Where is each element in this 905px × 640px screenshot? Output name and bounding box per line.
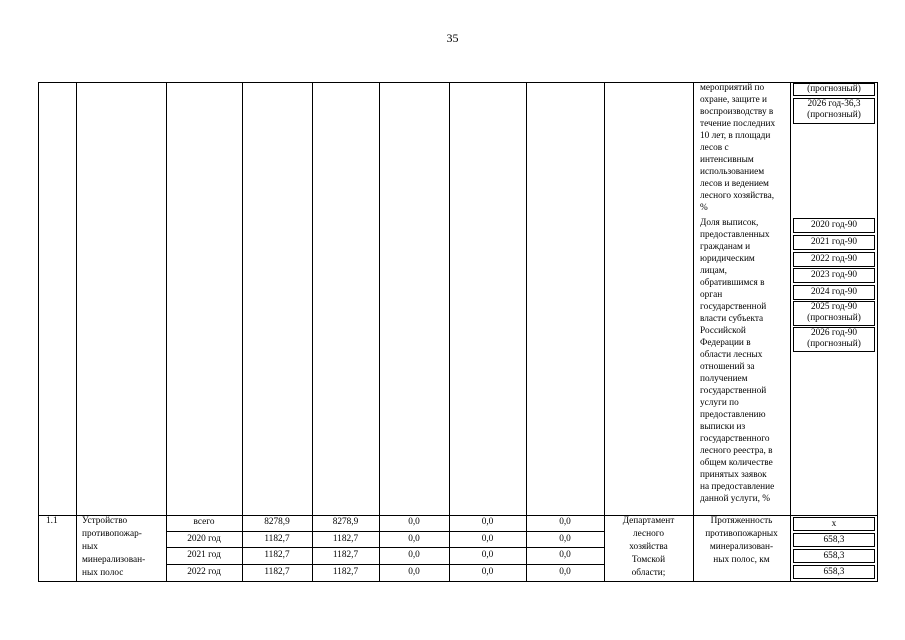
page-number: 35 <box>446 31 459 45</box>
text-line: орган <box>700 290 723 300</box>
column-border <box>604 82 605 582</box>
value-cell: 0,0 <box>481 534 494 544</box>
column-border <box>242 82 243 582</box>
value-cell: 0,0 <box>559 550 571 560</box>
regional-cell: 1182,7 <box>332 534 359 544</box>
text-line: Федерации в <box>700 338 751 348</box>
value-box <box>793 327 875 352</box>
column-border <box>76 82 77 582</box>
text-line: гражданам и <box>700 242 751 252</box>
text-line: лесного реестра, в <box>700 446 773 456</box>
table-bottom-border <box>38 581 877 582</box>
column-border <box>877 82 878 582</box>
period-cell: 2020 год <box>187 534 221 544</box>
period-cell: 2022 год <box>187 567 221 577</box>
text-line: обратившимся в <box>700 278 765 288</box>
text-line: мероприятий по <box>700 83 765 93</box>
text-line: воспроизводству в <box>700 107 774 117</box>
text-line: предоставленных <box>700 230 770 240</box>
value-cell: 0,0 <box>559 517 571 527</box>
text-line: получением <box>700 374 748 384</box>
value-text: 2025 год-90 <box>810 302 857 312</box>
text-line: ных полос, км <box>713 555 770 565</box>
value-text: (прогнозный) <box>807 339 861 349</box>
text-line: государственной <box>700 386 767 396</box>
value-text: 2021 год-90 <box>810 237 857 247</box>
value-box <box>793 268 875 283</box>
value-cell: 0,0 <box>481 517 494 527</box>
subrow-divider <box>166 547 604 548</box>
period-cell: 2021 год <box>187 550 221 560</box>
value-box <box>793 517 875 531</box>
value-text: 2023 год-90 <box>810 270 857 280</box>
text-line: Российской <box>700 326 746 336</box>
text-line: государственной <box>700 302 767 312</box>
text-line: % <box>700 203 708 213</box>
text-line: Протяженность <box>710 516 773 526</box>
text-line: общем количестве <box>700 458 773 468</box>
text-line: Устройство <box>82 516 128 526</box>
column-border <box>38 82 39 582</box>
value-box <box>793 285 875 300</box>
text-line: на предоставление <box>700 482 775 492</box>
value-box <box>793 235 875 250</box>
column-border <box>526 82 527 582</box>
text-line: лесов и ведением <box>700 179 769 189</box>
text-line: лицам, <box>700 266 727 276</box>
regional-cell: 1182,7 <box>332 550 359 560</box>
value-box <box>793 301 875 326</box>
text-line: выписки из <box>700 422 746 432</box>
column-border <box>790 82 791 582</box>
text-line: Доля выписок, <box>700 218 759 228</box>
total-cell: 1182,7 <box>264 550 290 560</box>
text-line: ных <box>82 542 98 552</box>
value-text: 658,3 <box>823 551 845 561</box>
total-cell: 8278,9 <box>264 517 290 527</box>
text-line: лесного хозяйства, <box>700 191 775 201</box>
text-line: области; <box>631 568 666 578</box>
value-box <box>793 549 875 563</box>
value-box <box>793 218 875 233</box>
text-line: юридическим <box>700 254 755 264</box>
text-line: хозяйства <box>629 542 668 552</box>
value-text: (прогнозный) <box>807 110 861 120</box>
column-border <box>693 82 694 582</box>
text-line: минерализован- <box>709 542 774 552</box>
value-text: 2020 год-90 <box>810 220 857 230</box>
text-line: охране, защите и <box>700 95 768 105</box>
value-cell: 0,0 <box>408 534 420 544</box>
text-line: отношений за <box>700 362 755 372</box>
value-text: (прогнозный) <box>807 313 861 323</box>
regional-cell: 1182,7 <box>332 567 359 577</box>
value-box <box>793 565 875 579</box>
value-text: 2026 год-36,3 <box>807 99 861 109</box>
value-text: 2022 год-90 <box>810 254 857 264</box>
text-line: услуги по <box>700 398 739 408</box>
total-cell: 1182,7 <box>264 567 290 577</box>
text-line: власти субъекта <box>700 314 764 324</box>
value-box <box>793 98 875 124</box>
text-line: лесов с <box>700 143 729 153</box>
column-border <box>379 82 380 582</box>
text-line: 10 лет, в площади <box>700 131 771 141</box>
value-text: х <box>831 519 837 529</box>
text-line: ных полос <box>82 568 124 578</box>
subrow-divider <box>166 564 604 565</box>
text-line: использованием <box>700 167 765 177</box>
text-line: данной услуги, % <box>700 494 770 504</box>
value-cell: 0,0 <box>559 567 571 577</box>
text-line: Томской <box>631 555 666 565</box>
total-cell: 1182,7 <box>264 534 290 544</box>
row-number: 1.1 <box>46 516 58 526</box>
text-line: области лесных <box>700 350 763 360</box>
value-text: (прогнозный) <box>807 84 861 94</box>
period-cell: всего <box>193 517 215 527</box>
text-line: противопожарных <box>705 529 778 539</box>
value-cell: 0,0 <box>481 567 494 577</box>
value-text: 658,3 <box>823 535 845 545</box>
value-box <box>793 533 875 547</box>
column-border <box>166 82 167 582</box>
text-line: Департамент <box>622 516 675 526</box>
value-cell: 0,0 <box>408 550 420 560</box>
text-line: интенсивным <box>700 155 754 165</box>
column-border <box>449 82 450 582</box>
text-line: предоставлению <box>700 410 766 420</box>
column-border <box>312 82 313 582</box>
text-line: течение последних <box>700 119 776 129</box>
regional-cell: 8278,9 <box>332 517 359 527</box>
value-cell: 0,0 <box>408 567 420 577</box>
value-cell: 0,0 <box>408 517 420 527</box>
value-text: 658,3 <box>823 567 845 577</box>
text-line: лесного <box>633 529 664 539</box>
value-box <box>793 252 875 267</box>
text-line: государственного <box>700 434 770 444</box>
value-cell: 0,0 <box>481 550 494 560</box>
text-line: минерализован- <box>82 555 146 565</box>
subrow-divider <box>166 531 604 532</box>
value-text: 2026 год-90 <box>810 328 857 338</box>
text-line: противопожар- <box>82 529 142 539</box>
value-text: 2024 год-90 <box>810 287 857 297</box>
text-line: принятых заявок <box>700 470 767 480</box>
value-box <box>793 83 875 96</box>
value-cell: 0,0 <box>559 534 571 544</box>
